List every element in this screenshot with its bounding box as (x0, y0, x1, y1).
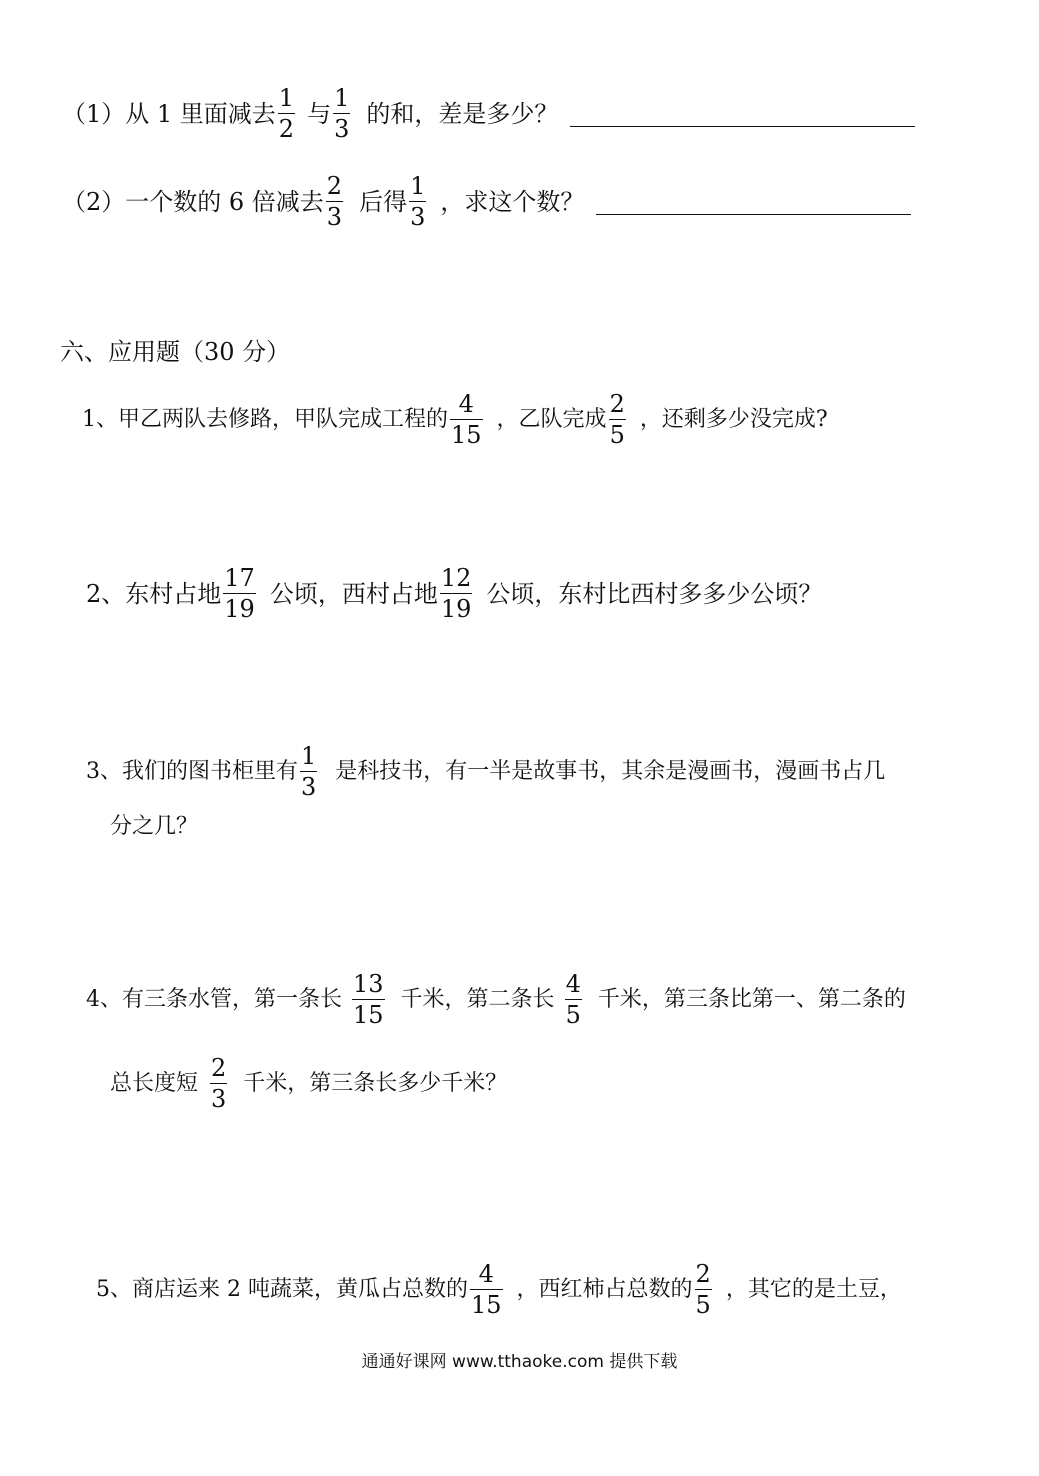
fraction-denominator: 15 (451, 421, 482, 449)
p5-prefix: 5、商店运来 2 吨蔬菜，黄瓜占总数的 (96, 1276, 468, 1302)
fraction-denominator: 19 (224, 595, 255, 623)
fraction-denominator: 3 (326, 203, 343, 231)
fraction-numerator: 1 (278, 84, 295, 112)
fraction (409, 174, 426, 229)
fraction-numerator: 1 (301, 742, 317, 770)
fraction-bar (440, 593, 473, 594)
fraction (278, 86, 295, 141)
fraction-numerator: 13 (353, 970, 384, 998)
fraction-denominator: 3 (211, 1085, 227, 1113)
fraction-bar (609, 419, 626, 420)
fraction-bar (210, 1083, 227, 1084)
problem-3-line-2: 分之几？ (110, 814, 199, 839)
fraction-numerator: 1 (410, 172, 426, 200)
q1-mid: 与 (307, 99, 332, 128)
q1-prefix: （1）从 1 里面减去 (62, 99, 276, 128)
q2-suffix: ，求这个数？ (440, 187, 585, 216)
fraction (695, 1262, 712, 1317)
p1-suffix: ，还剩多少没完成? (639, 406, 828, 432)
problem-1 (82, 392, 828, 447)
fraction (223, 566, 256, 621)
fraction (300, 744, 317, 799)
calc-question-2 (62, 174, 911, 229)
p1-mid: ，乙队完成 (496, 406, 607, 432)
q2-prefix: （2）一个数的 6 倍减去 (62, 187, 324, 216)
p5-suffix: ，其它的是土豆， (725, 1276, 902, 1302)
p4-suffix: 千米，第三条比第一、第二条的 (597, 986, 906, 1012)
p4-line2-suffix: 千米，第三条长多少千米？ (243, 1070, 508, 1096)
fraction-bar (300, 771, 317, 772)
problem-5 (96, 1262, 902, 1317)
fraction-bar (409, 201, 426, 202)
fraction-denominator: 19 (440, 595, 472, 623)
p3-suffix: 是科技书，有一半是故事书，其余是漫画书，漫画书占几 (335, 758, 886, 784)
p4-line2-prefix: 总长度短 (110, 1070, 199, 1096)
answer-blank[interactable] (570, 100, 915, 127)
fraction (609, 392, 626, 447)
fraction-numerator: 2 (695, 1260, 711, 1288)
p5-mid: ，西红柿占总数的 (516, 1276, 693, 1302)
problem-2 (86, 566, 822, 621)
fraction-numerator: 2 (609, 390, 625, 418)
page-footer: 通通好课网 www.tthaoke.com 提供下载 (361, 1352, 678, 1372)
p3-prefix: 3、我们的图书柜里有 (86, 758, 298, 784)
fraction-bar (326, 201, 343, 202)
fraction-numerator: 12 (440, 564, 472, 592)
calc-question-1 (62, 86, 915, 141)
fraction-numerator: 17 (224, 564, 255, 592)
fraction-bar (695, 1289, 712, 1290)
fraction-bar (565, 999, 582, 1000)
answer-blank[interactable] (596, 188, 911, 215)
fraction-denominator: 2 (278, 115, 295, 143)
fraction-denominator: 5 (565, 1001, 581, 1029)
q1-suffix: 的和，差是多少？ (366, 99, 559, 128)
p2-prefix: 2、东村占地 (86, 579, 222, 608)
fraction-denominator: 3 (301, 773, 317, 801)
q2-mid: 后得 (359, 187, 408, 216)
fraction-bar (278, 113, 295, 114)
fraction (440, 566, 473, 621)
problem-4-line-2 (110, 1056, 507, 1111)
p4-mid: 千米，第二条长 (400, 986, 555, 1012)
p4-prefix: 4、有三条水管，第一条长 (86, 986, 342, 1012)
fraction (450, 392, 483, 447)
fraction-denominator: 5 (695, 1291, 711, 1319)
fraction-numerator: 1 (334, 84, 350, 112)
fraction-bar (333, 113, 350, 114)
fraction-bar (352, 999, 385, 1000)
fraction-numerator: 4 (478, 1260, 494, 1288)
p1-prefix: 1、甲乙两队去修路，甲队完成工程的 (82, 406, 448, 432)
fraction-bar (470, 1289, 503, 1290)
fraction-denominator: 3 (410, 203, 426, 231)
problem-4 (86, 972, 906, 1027)
fraction-denominator: 15 (470, 1291, 502, 1319)
fraction-denominator: 15 (353, 1001, 384, 1029)
fraction-bar (223, 593, 256, 594)
p2-mid: 公顷，西村占地 (269, 579, 438, 608)
problem-3 (86, 744, 885, 799)
fraction (565, 972, 582, 1027)
fraction (333, 86, 350, 141)
fraction-numerator: 4 (458, 390, 474, 418)
fraction (326, 174, 343, 229)
fraction-numerator: 2 (326, 172, 343, 200)
fraction-bar (450, 419, 483, 420)
fraction-numerator: 4 (565, 970, 581, 998)
fraction (470, 1262, 503, 1317)
fraction-denominator: 5 (609, 421, 625, 449)
section-title: 六、应用题（30 分） (60, 338, 291, 366)
fraction (352, 972, 385, 1027)
fraction-denominator: 3 (334, 115, 350, 143)
p2-suffix: 公顷，东村比西村多多少公顷？ (486, 579, 823, 608)
fraction-numerator: 2 (211, 1054, 227, 1082)
fraction (210, 1056, 227, 1111)
